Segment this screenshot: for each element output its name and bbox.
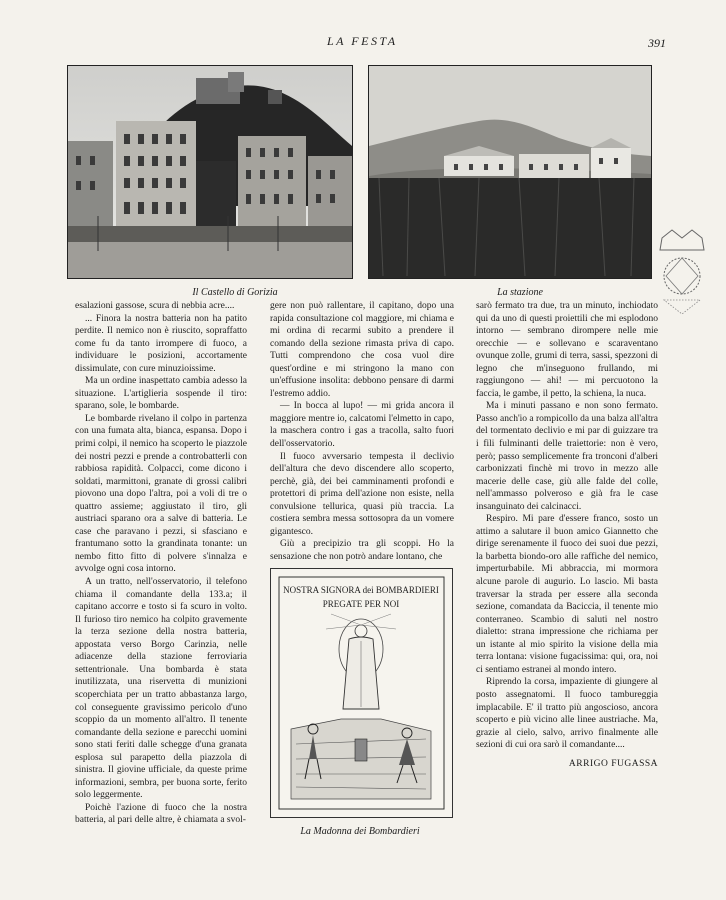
paragraph: Le bombarde rivelano il colpo in partenza con una fumata alta, bianca, espansa. Dopo i primi colpi, il nemico ha scoperto le piazzole dei nostri pezzi e prende a controbatterli con rabbiosa rapidità. Colpacci, come dicono i soldati, marmittoni, granate di grossi calibri piovono una dopo l'altra, poi a voli di tre o quattro assieme; aggiustato il tiro, gli austriaci sparano ora a salve di batteria. Le case che paravano i pezzi, si sfasciano e frantumano sotto la grandinata tonante: un nembo fitto fitto di polvere s'innalza e avvolge ogni cosa intorno. [75,413,247,575]
paragraph: gere non può rallentare, il capitano, dopo una rapida consultazione col maggiore, mi chiama e mi ordina di recarmi subito a prendere il comando della sezione rimasta priva di capo. Tutti comprendono che cosa vuol dire quest'ordine e mi stringono la mano con un'effusione insolita: debbono pensare di darmi l'estremo addio. [270,301,454,399]
castle-caption: Il Castello di Gorizia [192,287,278,298]
paragraph: Poichè l'azione di fuoco che la nostra batteria, al pari delle altre, è chiamata a svol- [75,802,247,826]
decorative-stamp [652,228,712,318]
left-column [75,300,247,827]
middle-column [270,300,454,563]
paragraph: Il fuoco avversario tempesta il declivio dell'altura che devo discendere allo scoperto, perchè, già, dei bei camminamenti profondi e protettori di prima dell'azione non esiste, nella convulsione tellurica, quasi più traccia. La costiera sembra messa sottosopra da un vomere gigantesco. [270,451,454,537]
poster-prayer: PREGATE PER NOI [322,599,400,609]
paragraph: esalazioni gassose, scura di nebbia acre.... [75,301,235,311]
station-photo [368,65,652,279]
castle-photo [67,65,353,279]
poster-title: NOSTRA SIGNORA dei BOMBARDIERI [283,585,439,595]
paragraph: — In bocca al lupo! — mi grida ancora il maggiore mentre io, calcatomi l'elmetto in capo, la maschera contro i gas a tracolla, salto fuori dell'osservatorio. [270,401,454,450]
page-number: 391 [648,36,666,50]
paragraph: Giù a precipizio tra gli scoppi. Ho la sensazione che non potrò andare lontano, che [270,539,454,562]
page-header [0,30,726,50]
paragraph: Ma i minuti passano e non sono fermato. Passo anch'io a rompicollo da una balza all'altra del tormentato declivio e mi par di guizzare tra i fili fulminanti delle traiettorie: non è vero, però; passo semplicemente fra tronconi d'alberi carbonizzati finchè mi trovo in mezzo alle macerie delle case, giù alle falde del colle, nell'ammasso polveroso e già fra le case insanguinato dei calcinacci. [476,401,659,512]
madonna-caption: La Madonna dei Bombardieri [300,826,420,837]
paragraph: ... Finora la nostra batteria non ha patito perdite. Il nemico non è riuscito, sopraffatto come fu da tanto irrompere di fuoco, a individuare le posizioni, accortamente dissimulate, con cure minuzioissime. [75,313,247,374]
paragraph: Riprendo la corsa, impaziente di giungere al posto assegnatomi. Il fuoco tambureggia implacabile. E' il tratto più angoscioso, ancora scoperto e più vicino alle linee austriache. Ma, grazie al cielo, salvo, arrivo finalmente alle sezioni di cui ora sarò il comandante.... [476,677,658,751]
station-caption: La stazione [497,287,543,298]
right-column [476,300,658,770]
paragraph: Respiro. Mi pare d'essere franco, sosto un attimo a salutare il buon amico Giannetto che dirige serenamente il fuoco dei suoi due pezzi, la barbetta biondo-oro alle raffiche del nemico, imperturbabile. Mi abbraccia, mi mormora alcune parole di augurio. Lo lascio. Mi basta traversar la strada per essere alla seconda sezione, comandata da Baciccia, il tenente mio conterraneo. Scambio di saluti nel nostro dialetto: strana impressione che richiama per un istante al mio spirito la visione della mia terra lontana: visione fugacissima: qui, ora, noi ci sentiamo estranei al mondo intero. [476,514,658,675]
paragraph: Ma un ordine inaspettato cambia adesso la situazione. L'artiglieria sospende il tiro: sparano, sole, le bombarde. [75,376,247,412]
magazine-title: LA FESTA [327,34,398,48]
paragraph: A un tratto, nell'osservatorio, il telefono chiama il comandante della 133.a; il capitano accorre e tosto si fa scuro in volto. Il furioso tiro nemico ha colpito gravemente la terza sezione della nostra batteria, appostata verso Borgo Carinzia, nelle adiacenze della stazione ferroviaria settentrionale. Una bombarda è stata inutilizzata, una riservetta di munizioni scoperchiata per un tratto abbastanza largo, col conseguente gravissimo pericolo d'uno scoppio da un momento all'altro. Il tenente comandante della sezione e parecchi uomini sono stati feriti dalle schegge d'una granata esplosa sul parapetto della piazzola di sinistra. Il giovine ufficiale, da queste prime informazioni, sembra, per buona sorte, ferito solo leggermente. [75,577,247,801]
author-signature: ARRIGO FUGASSA [568,758,658,769]
paragraph: sarò fermato tra due, tra un minuto, inchiodato qui da uno di questi proiettili che mi esplodono intorno — sembrano dirompere nelle mie orecchie — e sollevano e scaraventano ovunque zolle, grumi di terra, sassi, spezzoni di legno che m'inseguono frullando, mi raggiungono — ahi! — mi percuotono la faccia, le gambe, il petto, la schiena, la nuca. [476,301,658,399]
madonna-poster [270,568,453,818]
